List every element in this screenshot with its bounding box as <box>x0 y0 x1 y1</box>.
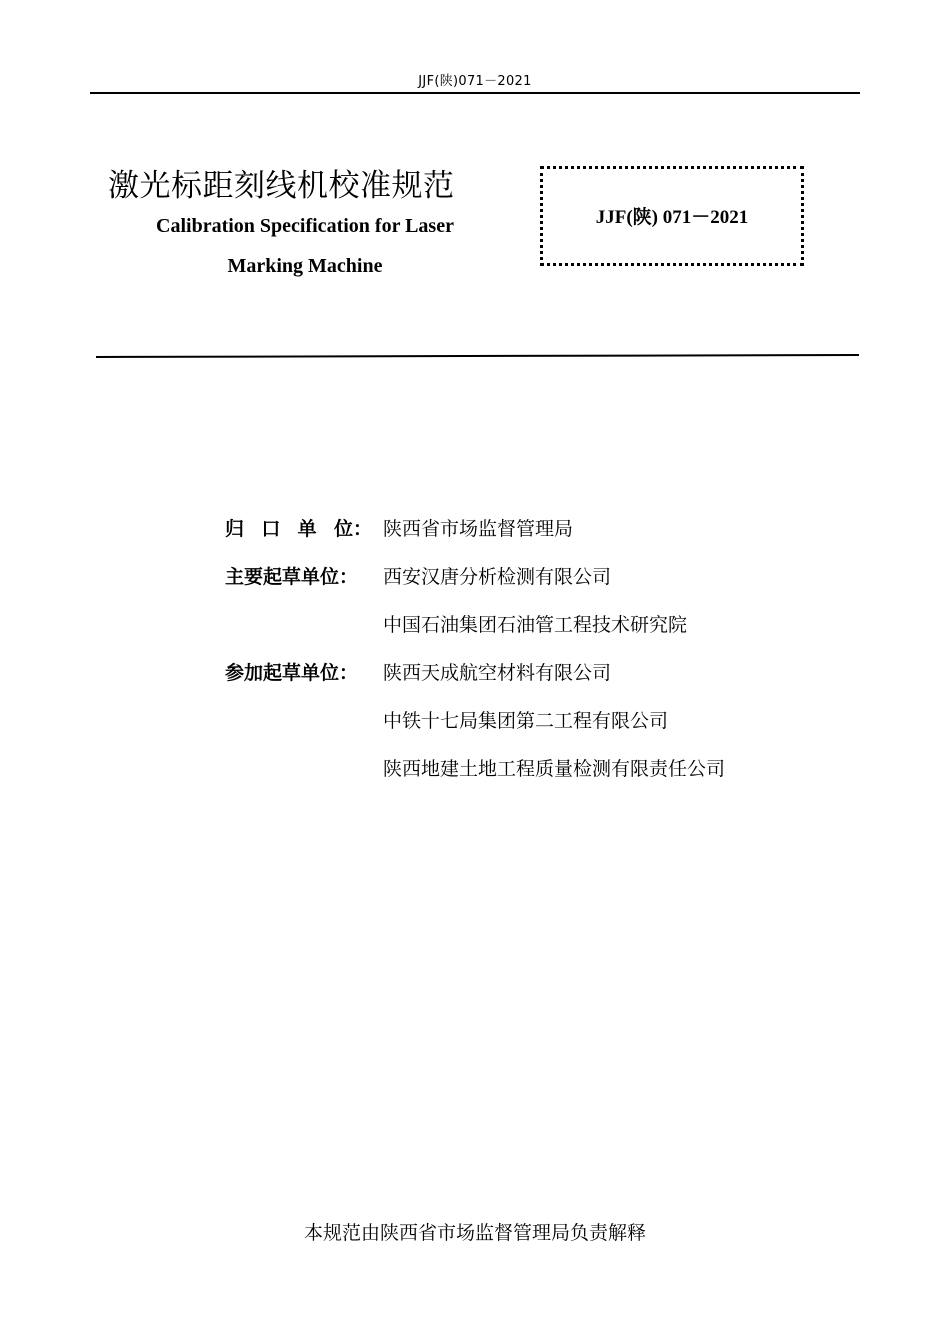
document-title-chinese: 激光标距刻线机校准规范 <box>108 168 455 204</box>
header-divider <box>90 92 860 94</box>
participating-unit-row <box>225 705 725 753</box>
empty-label <box>225 753 383 801</box>
participating-unit-row <box>225 753 725 801</box>
responsible-label-char: 归 <box>225 518 245 540</box>
main-drafting-unit-value: 中国石油集团石油管工程技术研究院 <box>383 614 688 636</box>
empty-label <box>225 705 383 753</box>
responsible-unit-value: 陕西省市场监督管理局 <box>383 518 574 540</box>
main-drafting-unit-row <box>225 561 725 609</box>
main-drafting-unit-value: 西安汉唐分析检测有限公司 <box>383 566 612 588</box>
interpretation-note: 本规范由陕西省市场监督管理局负责解释 <box>303 1222 646 1244</box>
title-divider <box>96 354 859 358</box>
participating-unit-value: 陕西天成航空材料有限公司 <box>383 662 612 684</box>
document-title-english <box>110 206 500 286</box>
participating-unit-row <box>225 657 725 705</box>
header-standard-code: JJF(陕)071－2021 <box>418 74 532 89</box>
document-title-english-line-1: Calibration Specification for Laser <box>156 215 454 237</box>
participating-unit-value: 中铁十七局集团第二工程有限公司 <box>383 710 669 732</box>
organizations-block <box>225 513 725 801</box>
main-drafting-unit-row <box>225 609 725 657</box>
responsible-label-char: 位： <box>333 518 372 540</box>
empty-label <box>225 609 383 657</box>
participating-unit-value: 陕西地建土地工程质量检测有限责任公司 <box>383 758 726 780</box>
participating-unit-label: 参加起草单位： <box>225 662 359 684</box>
responsible-unit-label <box>225 513 372 561</box>
standard-code-box <box>540 166 804 266</box>
responsible-label-char: 单 <box>297 518 317 540</box>
main-drafting-unit-label: 主要起草单位： <box>225 566 359 588</box>
responsible-unit-row <box>225 513 725 561</box>
responsible-label-char: 口 <box>261 518 281 540</box>
document-title-english-line-2: Marking Machine <box>227 255 383 277</box>
standard-code-box-text: JJF(陕) 071－2021 <box>595 207 749 228</box>
